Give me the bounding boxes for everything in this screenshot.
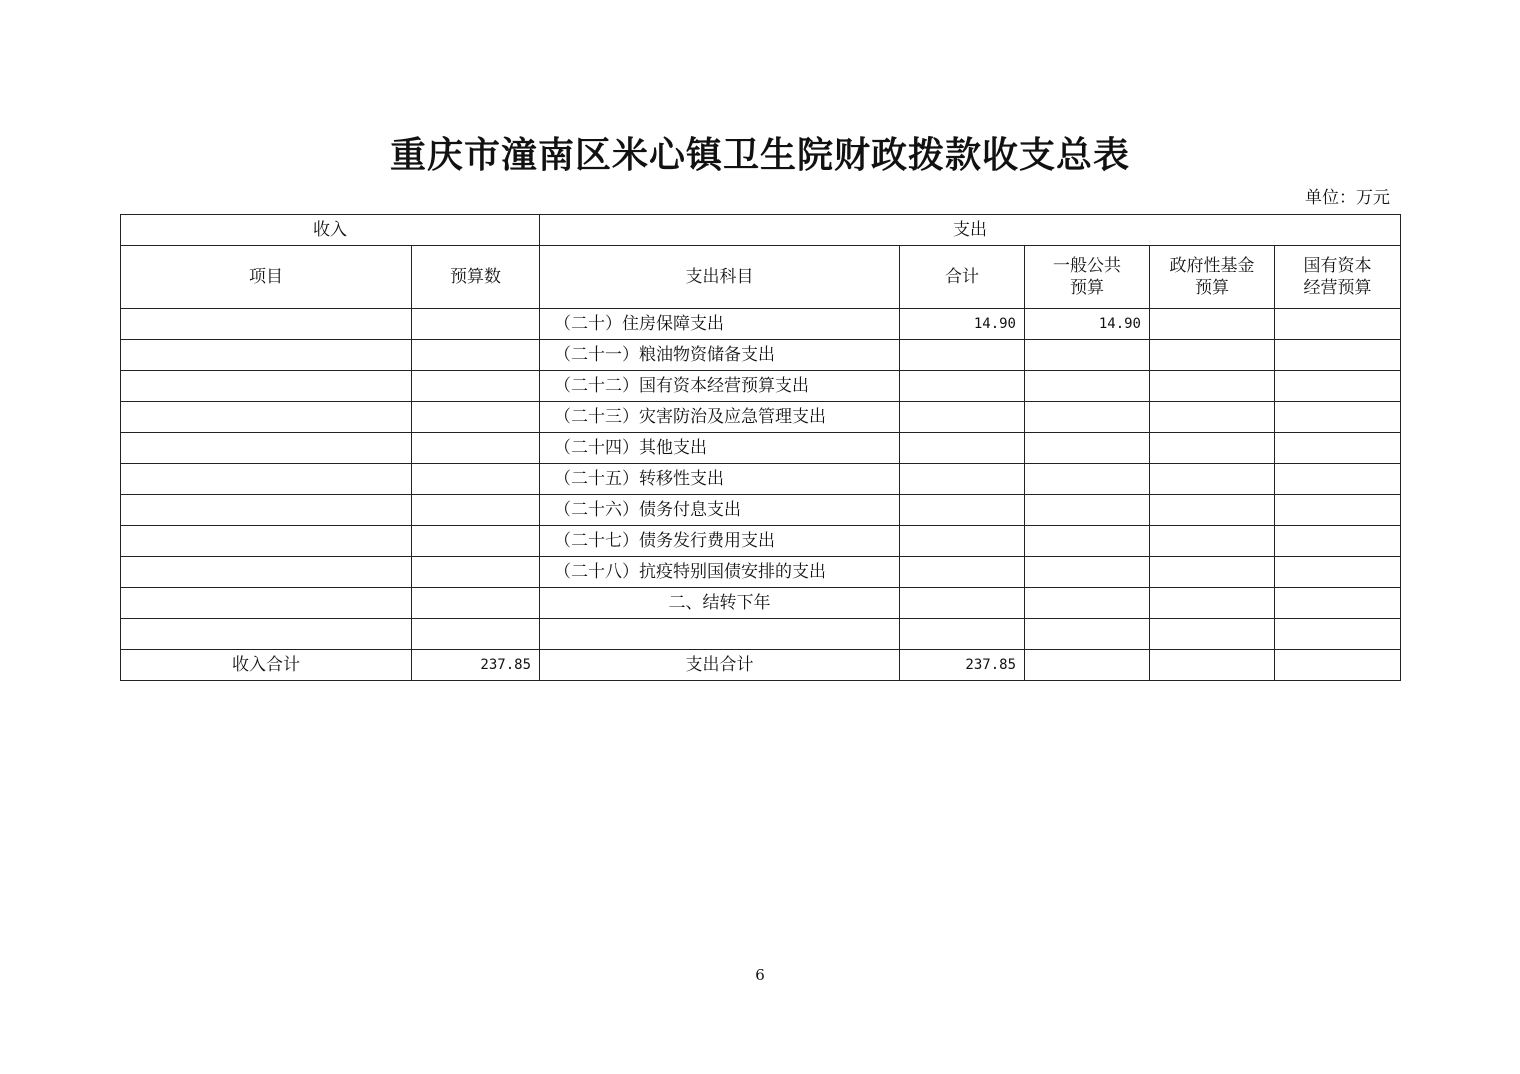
subject-cell: （二十三）灾害防治及应急管理支出 bbox=[540, 402, 900, 433]
gov-fund-header bbox=[1150, 246, 1275, 309]
table-row bbox=[121, 557, 1401, 588]
subject-cell: （二十二）国有资本经营预算支出 bbox=[540, 371, 900, 402]
total-cell bbox=[900, 402, 1025, 433]
capital-cell bbox=[1275, 619, 1401, 650]
general-total-cell bbox=[1025, 650, 1150, 681]
budget-cell bbox=[412, 557, 540, 588]
general-cell: 14.90 bbox=[1025, 309, 1150, 340]
total-cell bbox=[900, 340, 1025, 371]
fund-cell bbox=[1150, 495, 1275, 526]
item-cell bbox=[121, 340, 412, 371]
item-cell bbox=[121, 526, 412, 557]
total-header: 合计 bbox=[900, 246, 1025, 309]
total-cell bbox=[900, 433, 1025, 464]
fund-cell bbox=[1150, 588, 1275, 619]
general-public-header bbox=[1025, 246, 1150, 309]
capital-cell bbox=[1275, 464, 1401, 495]
total-cell: 14.90 bbox=[900, 309, 1025, 340]
item-cell bbox=[121, 371, 412, 402]
table-row bbox=[121, 464, 1401, 495]
budget-cell bbox=[412, 433, 540, 464]
fund-cell bbox=[1150, 557, 1275, 588]
item-cell bbox=[121, 464, 412, 495]
general-cell bbox=[1025, 557, 1150, 588]
item-cell bbox=[121, 588, 412, 619]
total-cell bbox=[900, 495, 1025, 526]
capital-cell bbox=[1275, 433, 1401, 464]
capital-cell bbox=[1275, 340, 1401, 371]
general-cell bbox=[1025, 495, 1150, 526]
carry-over-label: 二、结转下年 bbox=[540, 588, 900, 619]
capital-cell bbox=[1275, 557, 1401, 588]
expense-total-label: 支出合计 bbox=[540, 650, 900, 681]
general-cell bbox=[1025, 464, 1150, 495]
expense-group-header: 支出 bbox=[540, 215, 1401, 246]
capital-cell bbox=[1275, 526, 1401, 557]
gov-fund-header-line2: 预算 bbox=[1195, 278, 1229, 298]
budget-cell bbox=[412, 309, 540, 340]
state-capital-header-line2: 经营预算 bbox=[1303, 278, 1372, 298]
income-group-header: 收入 bbox=[121, 215, 540, 246]
table-row bbox=[121, 495, 1401, 526]
budget-cell bbox=[412, 340, 540, 371]
table-row bbox=[121, 526, 1401, 557]
fund-total-cell bbox=[1150, 650, 1275, 681]
budget-cell bbox=[412, 619, 540, 650]
general-cell bbox=[1025, 340, 1150, 371]
table-row bbox=[121, 371, 1401, 402]
subject-cell: （二十五）转移性支出 bbox=[540, 464, 900, 495]
general-cell bbox=[1025, 619, 1150, 650]
general-cell bbox=[1025, 433, 1150, 464]
state-capital-header bbox=[1275, 246, 1401, 309]
general-public-header-line1: 一般公共 bbox=[1053, 256, 1121, 276]
table-row bbox=[121, 402, 1401, 433]
total-cell bbox=[900, 557, 1025, 588]
subject-cell: （二十一）粮油物资储备支出 bbox=[540, 340, 900, 371]
state-capital-header-line1: 国有资本 bbox=[1303, 256, 1372, 276]
group-header-row bbox=[121, 215, 1401, 246]
total-cell bbox=[900, 526, 1025, 557]
fund-cell bbox=[1150, 402, 1275, 433]
subject-cell: （二十四）其他支出 bbox=[540, 433, 900, 464]
capital-total-cell bbox=[1275, 650, 1401, 681]
capital-cell bbox=[1275, 371, 1401, 402]
capital-cell bbox=[1275, 588, 1401, 619]
budget-cell bbox=[412, 371, 540, 402]
item-cell bbox=[121, 433, 412, 464]
fund-cell bbox=[1150, 464, 1275, 495]
total-cell bbox=[900, 464, 1025, 495]
subject-cell: （二十八）抗疫特别国债安排的支出 bbox=[540, 557, 900, 588]
item-header: 项目 bbox=[121, 246, 412, 309]
item-cell bbox=[121, 557, 412, 588]
general-cell bbox=[1025, 402, 1150, 433]
expense-subject-header: 支出科目 bbox=[540, 246, 900, 309]
budget-cell bbox=[412, 464, 540, 495]
general-public-header-line2: 预算 bbox=[1070, 278, 1104, 298]
general-cell bbox=[1025, 371, 1150, 402]
page-title: 重庆市潼南区米心镇卫生院财政拨款收支总表 bbox=[389, 134, 1130, 176]
budget-cell bbox=[412, 402, 540, 433]
total-cell bbox=[900, 588, 1025, 619]
item-cell bbox=[121, 402, 412, 433]
general-cell bbox=[1025, 526, 1150, 557]
total-cell bbox=[900, 371, 1025, 402]
table-row bbox=[121, 340, 1401, 371]
fund-cell bbox=[1150, 309, 1275, 340]
capital-cell bbox=[1275, 495, 1401, 526]
fund-cell bbox=[1150, 526, 1275, 557]
fund-cell bbox=[1150, 371, 1275, 402]
income-total-value: 237.85 bbox=[412, 650, 540, 681]
page-number: 6 bbox=[755, 966, 765, 984]
general-cell bbox=[1025, 588, 1150, 619]
subject-cell bbox=[540, 619, 900, 650]
budget-cell bbox=[412, 588, 540, 619]
blank-row bbox=[121, 619, 1401, 650]
capital-cell bbox=[1275, 402, 1401, 433]
column-header-row bbox=[121, 246, 1401, 309]
budget-header: 预算数 bbox=[412, 246, 540, 309]
carry-over-row bbox=[121, 588, 1401, 619]
total-cell bbox=[900, 619, 1025, 650]
table-row bbox=[121, 433, 1401, 464]
subject-cell: （二十六）债务付息支出 bbox=[540, 495, 900, 526]
fund-cell bbox=[1150, 619, 1275, 650]
capital-cell bbox=[1275, 309, 1401, 340]
subject-cell: （二十七）债务发行费用支出 bbox=[540, 526, 900, 557]
gov-fund-header-line1: 政府性基金 bbox=[1169, 256, 1255, 276]
item-cell bbox=[121, 495, 412, 526]
budget-table bbox=[120, 214, 1401, 681]
budget-cell bbox=[412, 526, 540, 557]
subject-cell: （二十）住房保障支出 bbox=[540, 309, 900, 340]
unit-label: 单位：万元 bbox=[1305, 188, 1390, 208]
fund-cell bbox=[1150, 340, 1275, 371]
item-cell bbox=[121, 309, 412, 340]
table-row bbox=[121, 309, 1401, 340]
income-total-label: 收入合计 bbox=[121, 650, 412, 681]
expense-total-value: 237.85 bbox=[900, 650, 1025, 681]
budget-cell bbox=[412, 495, 540, 526]
item-cell bbox=[121, 619, 412, 650]
fund-cell bbox=[1150, 433, 1275, 464]
totals-row bbox=[121, 650, 1401, 681]
